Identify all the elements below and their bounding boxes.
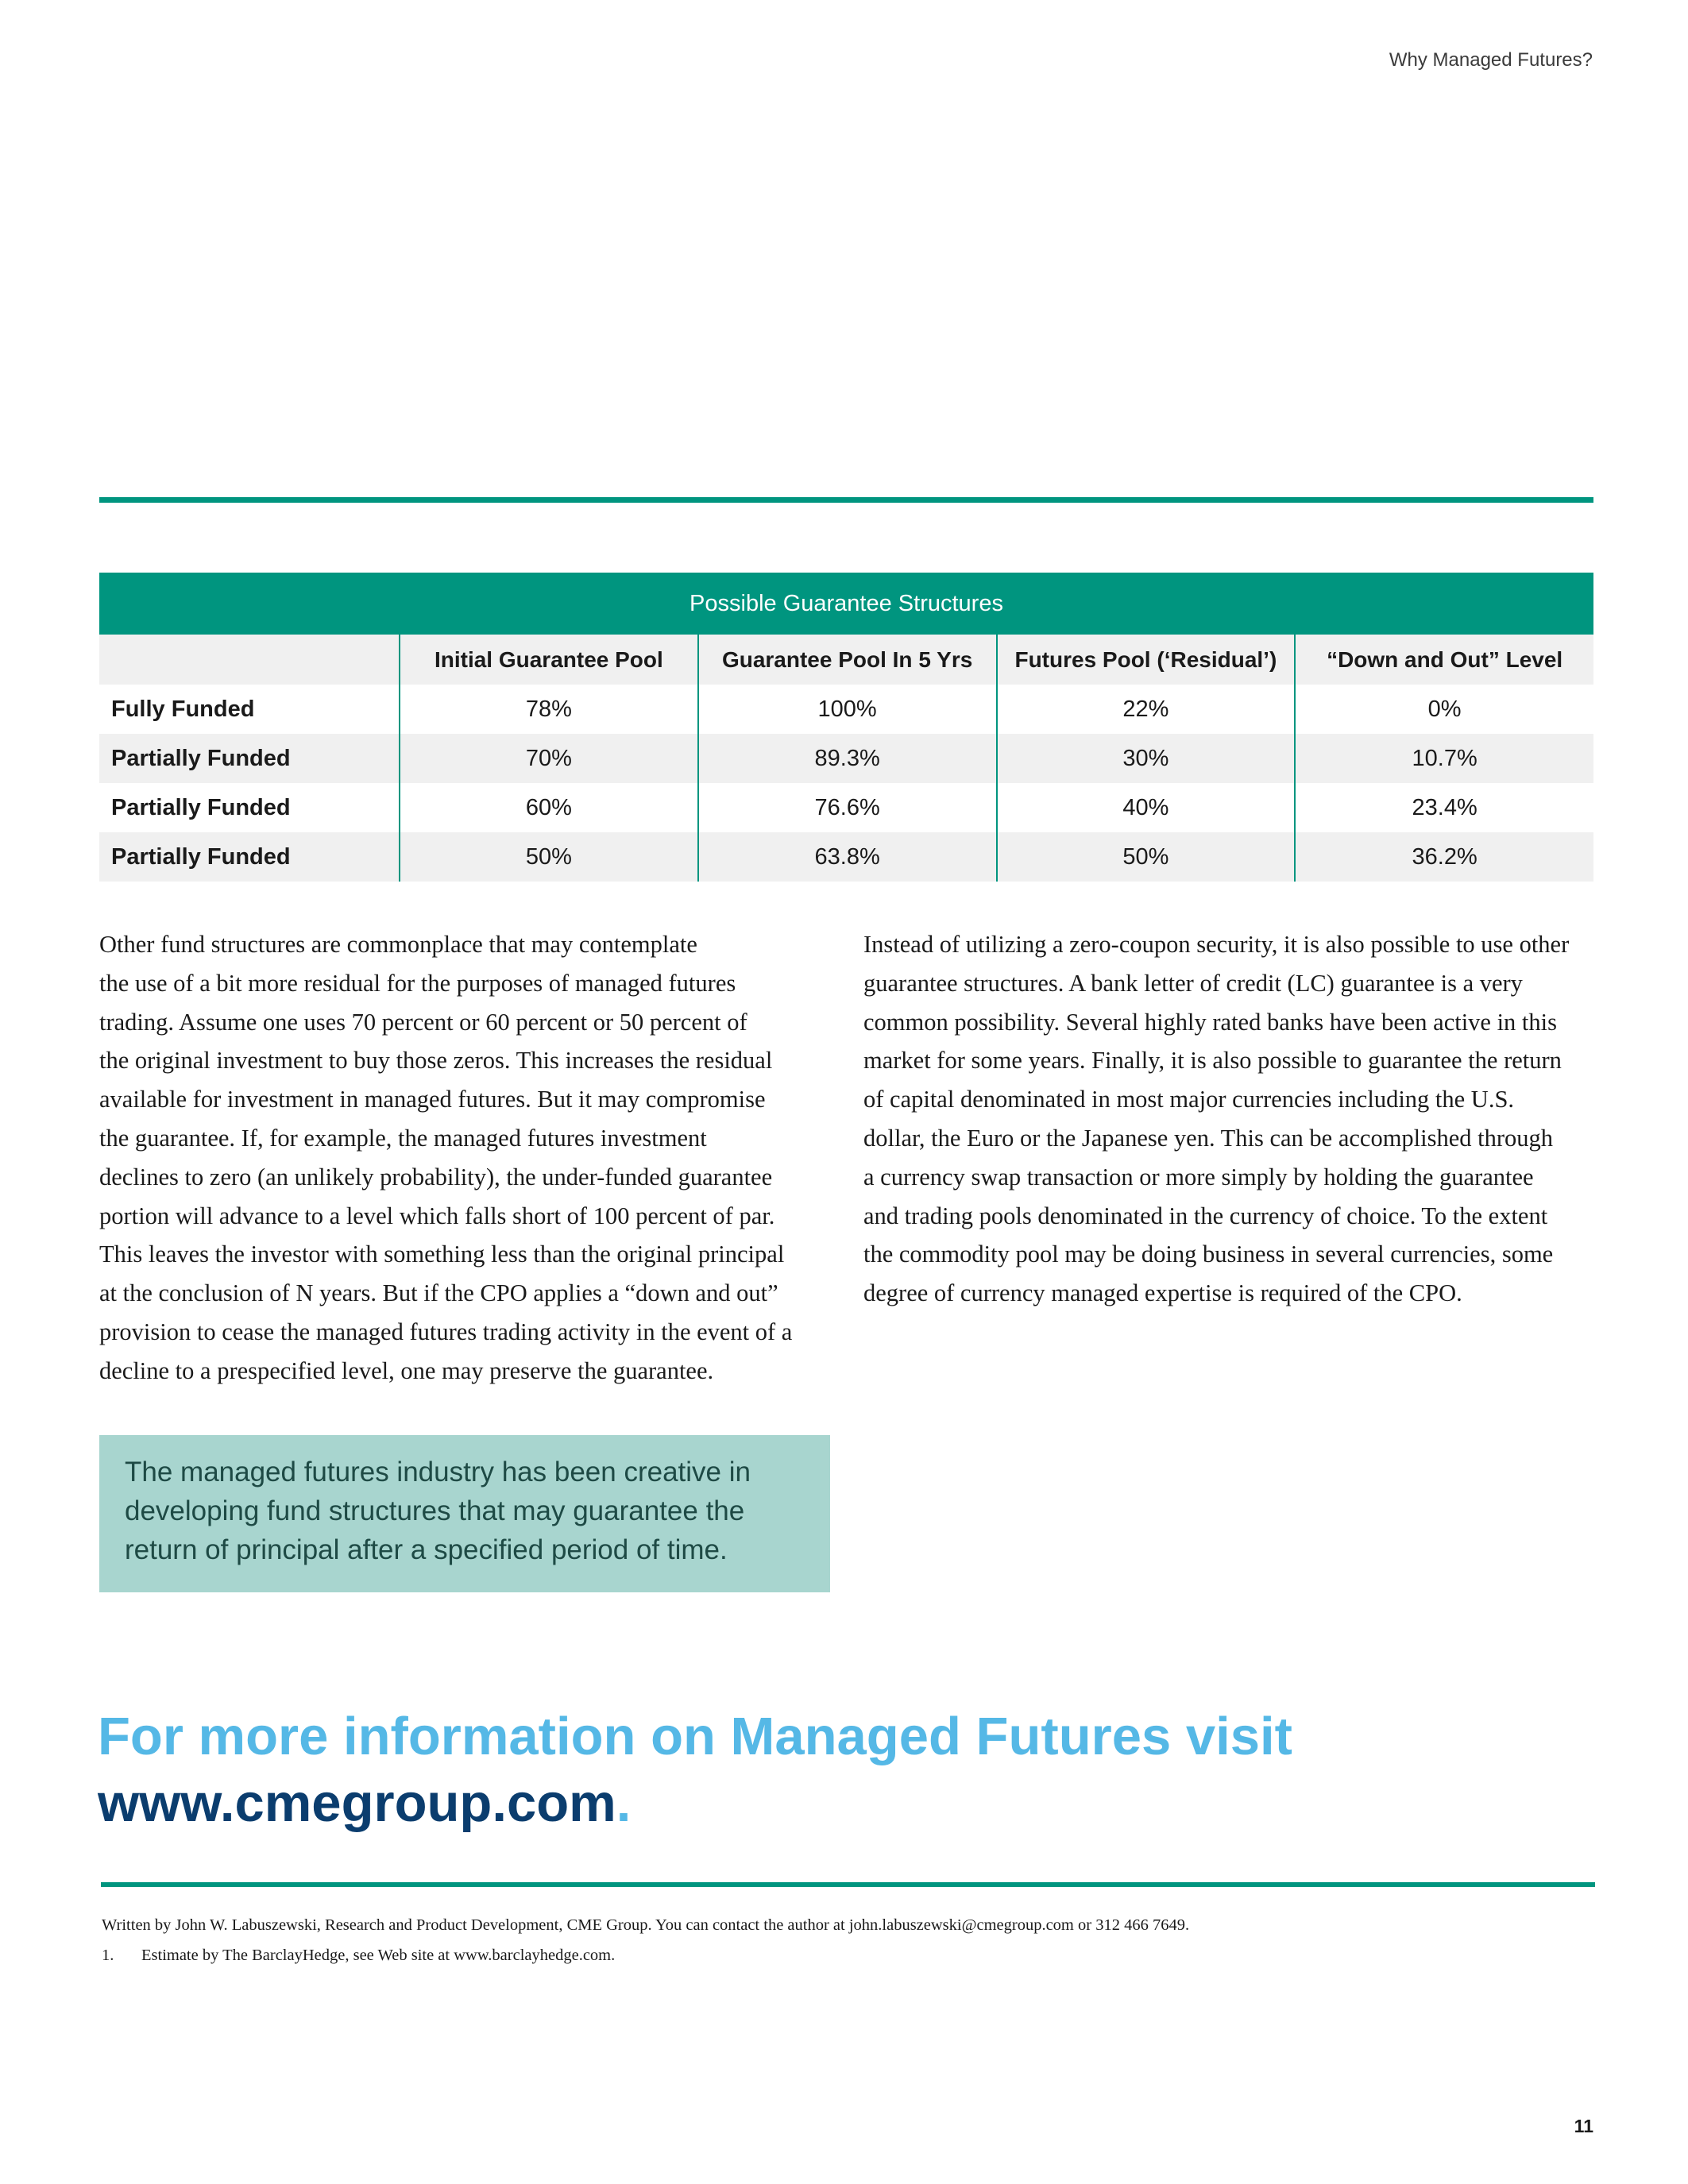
cta-text: For more information on Managed Futures visit [98, 1707, 1292, 1766]
text-line: guarantee structures. A bank letter of credit (LC) guarantee is a very [863, 969, 1523, 997]
table-cell: 23.4% [1295, 783, 1593, 832]
text-line: dollar, the Euro or the Japanese yen. This can be accomplished through [863, 1124, 1554, 1152]
table-row [99, 685, 1593, 734]
text-line: trading. Assume one uses 70 percent or 60 percent or 50 percent of [99, 1008, 747, 1036]
body-column-right [863, 925, 1594, 1313]
text-line: This leaves the investor with something less than the original principal [99, 1241, 785, 1268]
guarantee-structures-table [99, 573, 1593, 882]
column-header: Initial Guarantee Pool [400, 635, 698, 685]
text-line: declines to zero (an unlikely probability), the under-funded guarantee [99, 1163, 773, 1190]
bottom-divider [101, 1882, 1595, 1887]
table-title: Possible Guarantee Structures [99, 573, 1593, 635]
column-header [99, 635, 400, 685]
text-line: the commodity pool may be doing business in several currencies, some [863, 1241, 1554, 1268]
column-header: Guarantee Pool In 5 Yrs [698, 635, 997, 685]
text-line: Instead of utilizing a zero-coupon security, it is also possible to use other [863, 931, 1570, 958]
pull-quote [99, 1435, 830, 1592]
table-cell: 10.7% [1295, 734, 1593, 783]
text-line: market for some years. Finally, it is also possible to guarantee the return [863, 1047, 1562, 1075]
top-divider [99, 497, 1593, 503]
call-to-action [98, 1704, 1292, 1837]
text-line: the guarantee. If, for example, the managed futures investment [99, 1124, 707, 1152]
table-cell: 0% [1295, 685, 1593, 734]
text-line: Other fund structures are commonplace that may contemplate [99, 931, 697, 958]
text-line: decline to a prespecified level, one may preserve the guarantee. [99, 1356, 714, 1384]
table-row [99, 783, 1593, 832]
table-cell: 40% [997, 783, 1296, 832]
table-header-row [99, 635, 1593, 685]
pull-quote-line: developing fund structures that may guarantee the [125, 1495, 745, 1526]
pull-quote-line: The managed futures industry has been creative in [125, 1457, 751, 1488]
column-header: “Down and Out” Level [1295, 635, 1593, 685]
table-row [99, 832, 1593, 882]
footnote-1 [102, 1940, 1189, 1970]
text-line: available for investment in managed futures. But it may compromise [99, 1086, 766, 1113]
body-column-left [99, 925, 830, 1391]
page-number: 11 [1574, 2116, 1593, 2136]
text-line: the original investment to buy those zeros. This increases the residual [99, 1047, 773, 1075]
pull-quote-line: return of principal after a specified period of time. [125, 1534, 728, 1565]
text-line: common possibility. Several highly rated banks have been active in this [863, 1008, 1558, 1036]
footnotes [102, 1910, 1189, 1970]
table-cell: 50% [400, 832, 698, 882]
text-line: provision to cease the managed futures trading activity in the event of a [99, 1318, 793, 1345]
text-line: portion will advance to a level which falls short of 100 percent of par. [99, 1202, 775, 1229]
table-cell: 89.3% [698, 734, 997, 783]
text-line: degree of currency managed expertise is required of the CPO. [863, 1279, 1462, 1307]
table-title-row [99, 573, 1593, 635]
text-line: and trading pools denominated in the currency of choice. To the extent [863, 1202, 1548, 1229]
running-header: Why Managed Futures? [1389, 49, 1593, 71]
table-cell: 63.8% [698, 832, 997, 882]
row-label: Partially Funded [111, 794, 291, 820]
text-line: at the conclusion of N years. But if the CPO applies a “down and out” [99, 1279, 778, 1307]
cta-url-link[interactable]: www.cmegroup.com [98, 1773, 616, 1833]
author-note: Written by John W. Labuszewski, Research and Product Development, CME Group. You can contact the author at john.labuszewski@cmegroup.com or 312 466 7649. [102, 1916, 1190, 1934]
table-row [99, 734, 1593, 783]
column-header: Futures Pool (‘Residual’) [997, 635, 1296, 685]
table-cell: 22% [997, 685, 1296, 734]
table-cell: 30% [997, 734, 1296, 783]
table-cell: 76.6% [698, 783, 997, 832]
row-label: Partially Funded [99, 832, 400, 882]
table-cell: 78% [400, 685, 698, 734]
row-label: Fully Funded [111, 696, 255, 722]
table-cell: 50% [997, 832, 1296, 882]
table-cell: 60% [400, 783, 698, 832]
text-line: a currency swap transaction or more simply by holding the guarantee [863, 1163, 1534, 1190]
text-line: of capital denominated in most major currencies including the U.S. [863, 1086, 1515, 1113]
footnote-number: 1. [102, 1947, 114, 1964]
cta-period: . [616, 1773, 632, 1833]
row-label: Partially Funded [99, 734, 400, 783]
text-line: the use of a bit more residual for the purposes of managed futures [99, 969, 736, 997]
table-cell: 100% [698, 685, 997, 734]
cta-line-2 [98, 1770, 1292, 1837]
footnote-text: Estimate by The BarclayHedge, see Web site at www.barclayhedge.com. [141, 1947, 616, 1964]
table-cell: 70% [400, 734, 698, 783]
table-cell: 36.2% [1295, 832, 1593, 882]
